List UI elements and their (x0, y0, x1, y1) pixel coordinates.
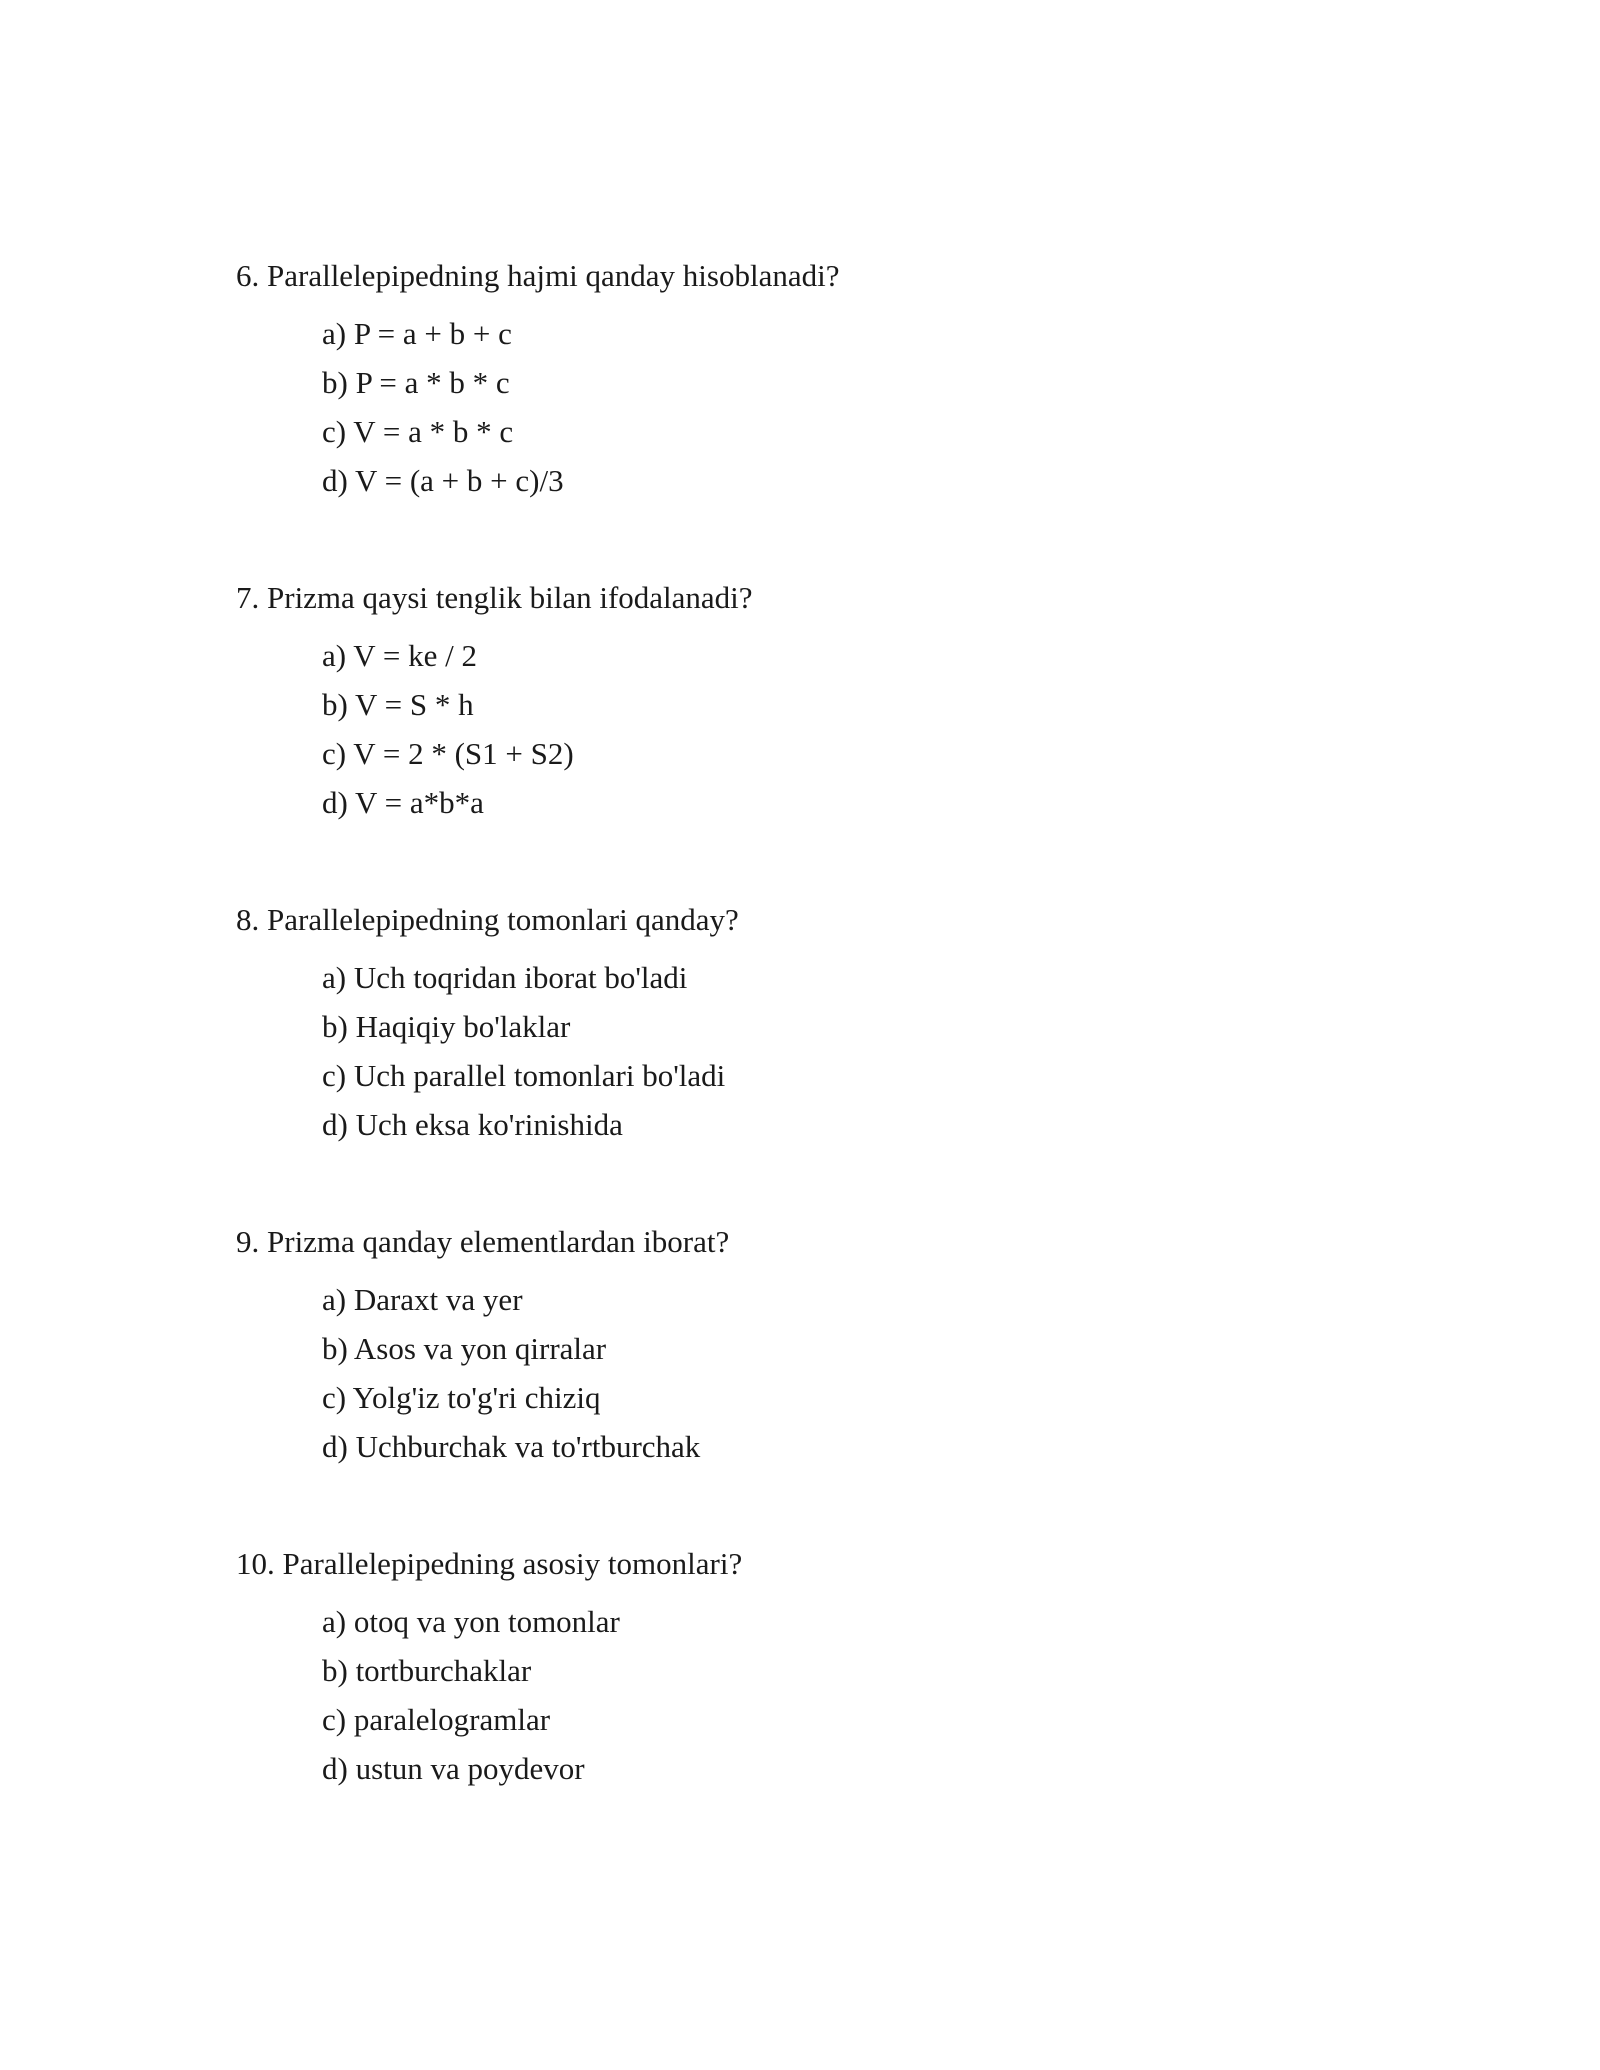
option-a: a) P = a + b + c (322, 316, 512, 351)
option-d: d) Uch eksa ko'rinishida (322, 1107, 623, 1142)
option-d: d) Uchburchak va to'rtburchak (322, 1429, 701, 1464)
option-c: c) V = 2 * (S1 + S2) (322, 736, 574, 771)
options-list (322, 1280, 1436, 1476)
option-b: b) Haqiqiy bo'laklar (322, 1009, 571, 1044)
option-d: d) V = a*b*a (322, 785, 484, 820)
question-6 (236, 256, 1436, 510)
question-text: 9. Prizma qanday elementlardan iborat? (236, 1224, 730, 1259)
option-a: a) Daraxt va yer (322, 1282, 523, 1317)
option-c: c) paralelogramlar (322, 1702, 551, 1737)
option-d: d) V = (a + b + c)/3 (322, 463, 564, 498)
option-a: a) V = ke / 2 (322, 638, 477, 673)
question-text: 6. Parallelepipedning hajmi qanday hisoblanadi? (236, 258, 840, 293)
question-8 (236, 900, 1436, 1154)
question-text: 10. Parallelepipedning asosiy tomonlari? (236, 1546, 743, 1581)
option-b: b) P = a * b * c (322, 365, 510, 400)
question-text: 8. Parallelepipedning tomonlari qanday? (236, 902, 739, 937)
question-7 (236, 578, 1436, 832)
option-d: d) ustun va poydevor (322, 1751, 585, 1786)
question-text: 7. Prizma qaysi tenglik bilan ifodalanadi? (236, 580, 753, 615)
option-b: b) V = S * h (322, 687, 474, 722)
question-9 (236, 1222, 1436, 1476)
options-list (322, 958, 1436, 1154)
options-list (322, 636, 1436, 832)
option-c: c) Uch parallel tomonlari bo'ladi (322, 1058, 726, 1093)
option-c: c) V = a * b * c (322, 414, 514, 449)
options-list (322, 1602, 1436, 1798)
option-a: a) otoq va yon tomonlar (322, 1604, 620, 1639)
option-a: a) Uch toqridan iborat bo'ladi (322, 960, 688, 995)
option-c: c) Yolg'iz to'g'ri chiziq (322, 1380, 601, 1415)
options-list (322, 314, 1436, 510)
option-b: b) Asos va yon qirralar (322, 1331, 607, 1366)
question-10 (236, 1544, 1436, 1798)
option-b: b) tortburchaklar (322, 1653, 532, 1688)
